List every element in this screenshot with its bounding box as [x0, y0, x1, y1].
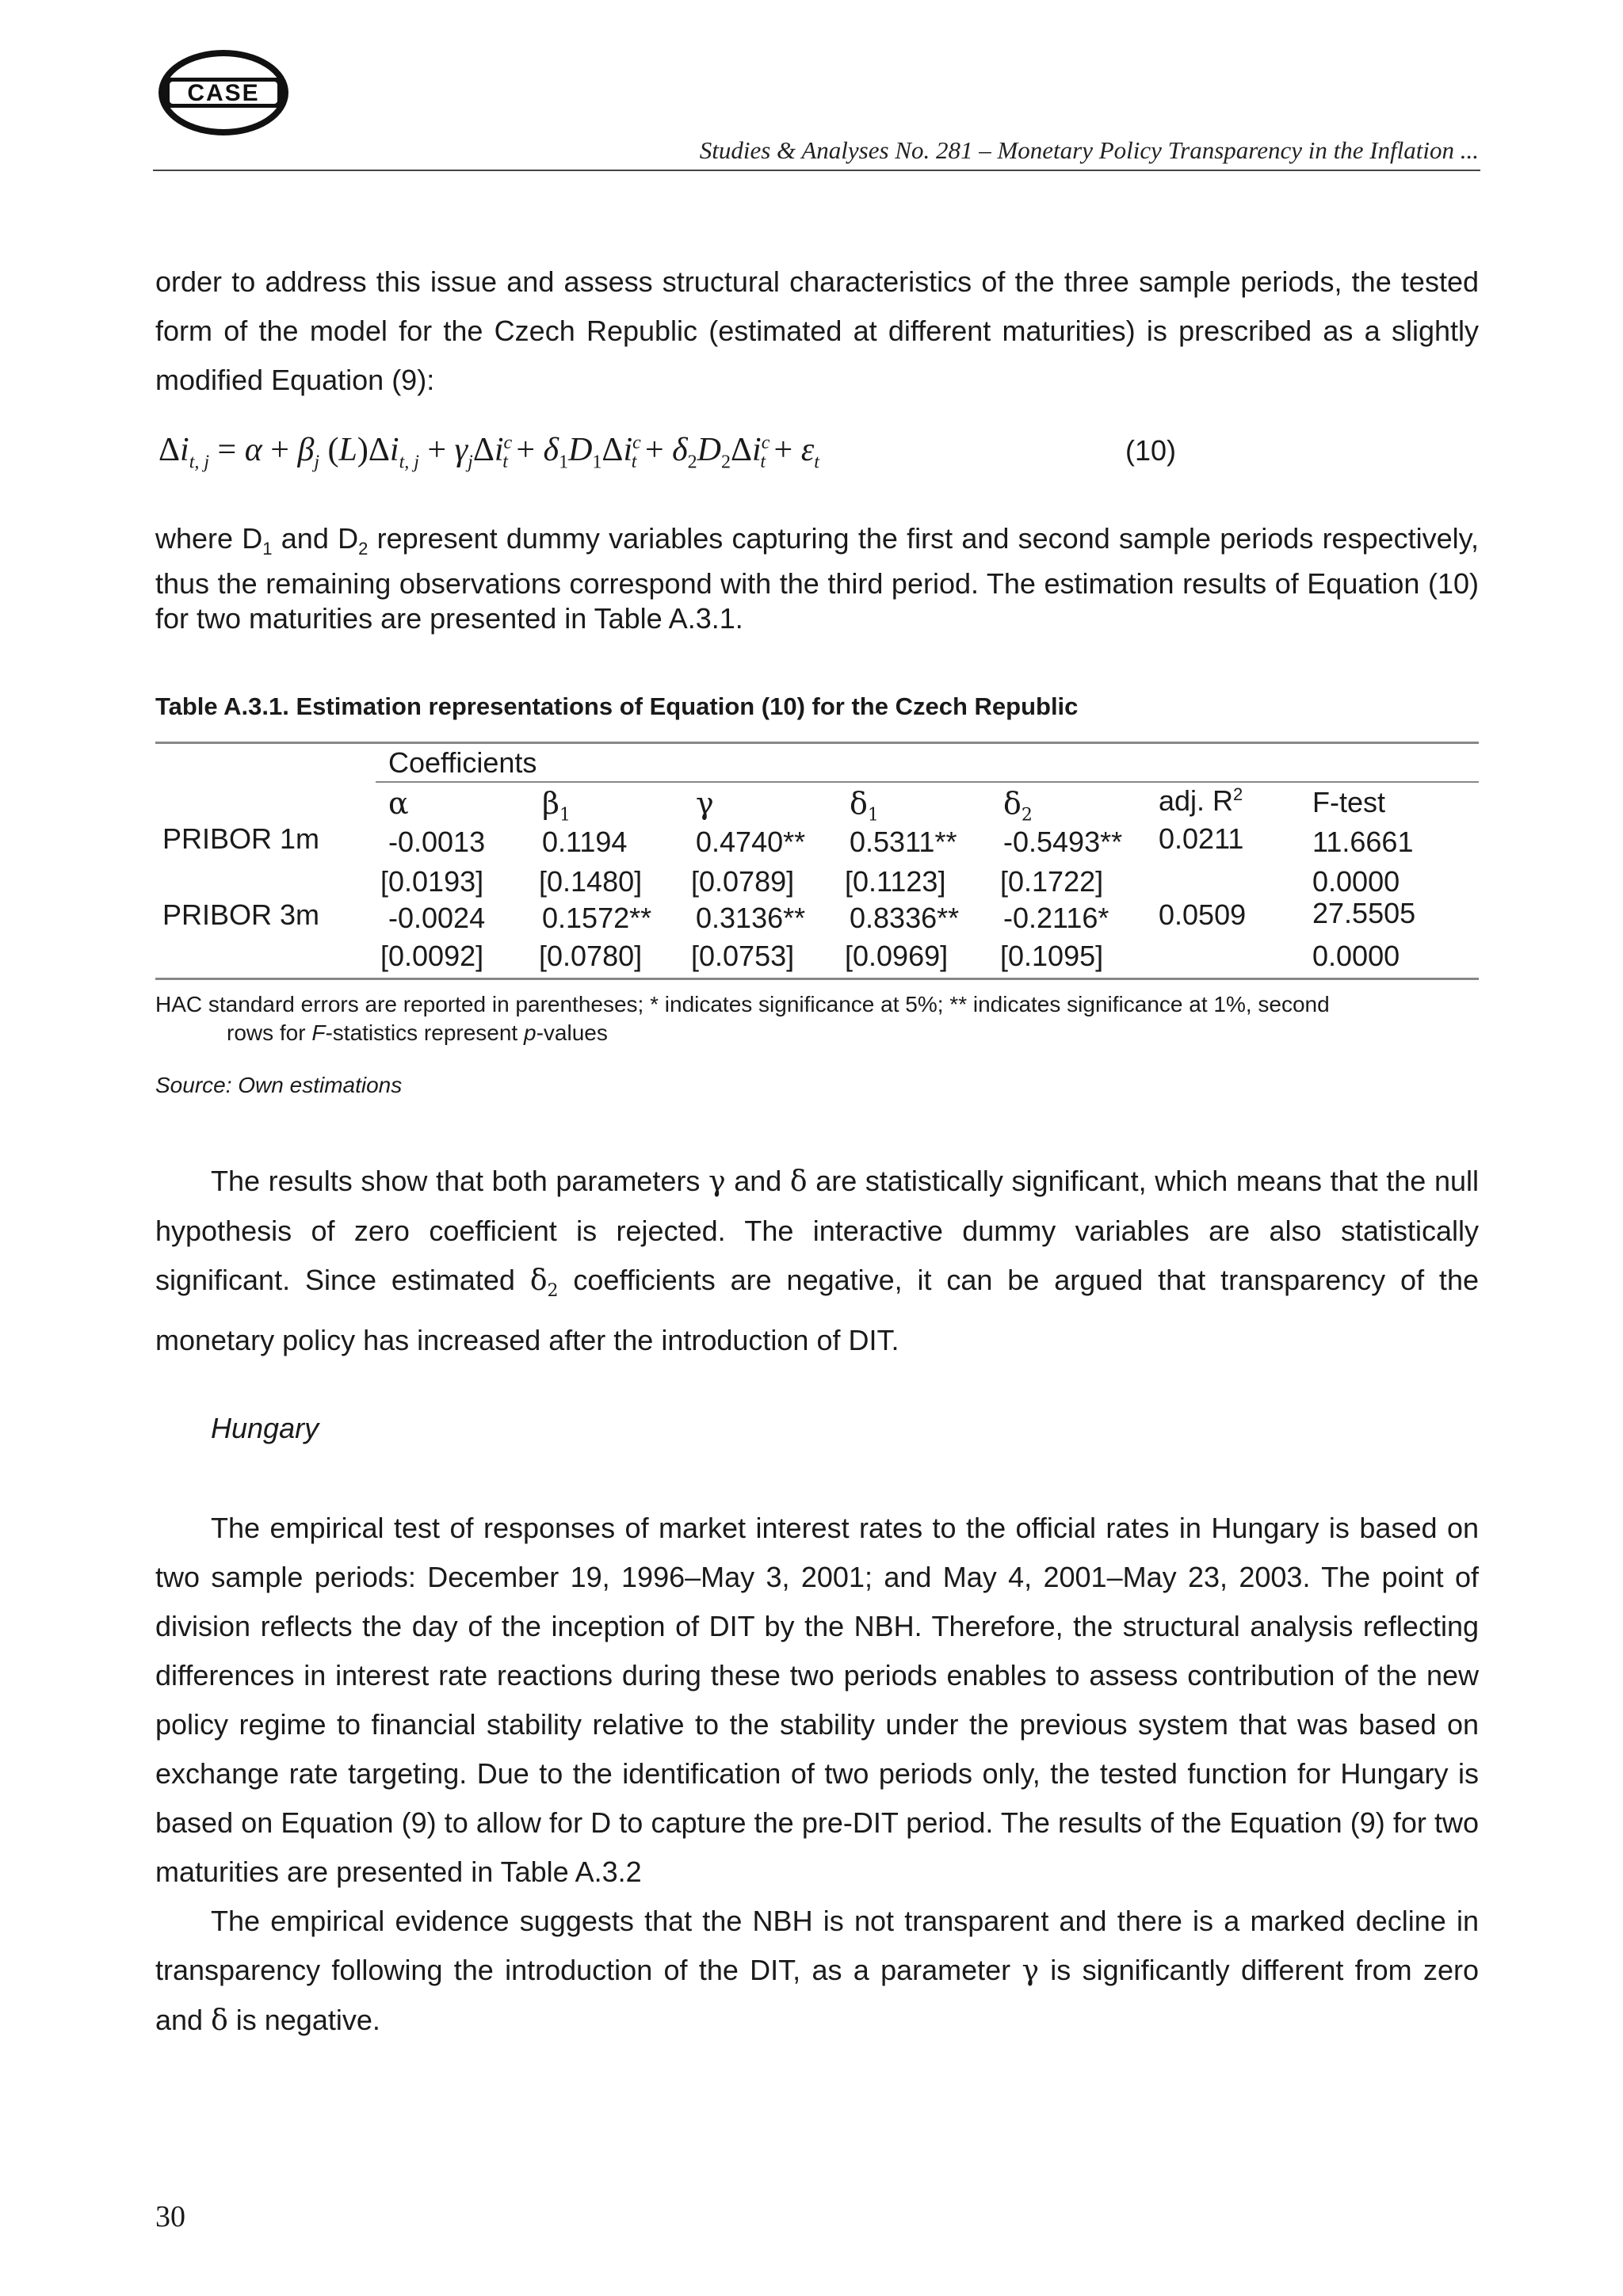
col-gamma: γ: [696, 786, 714, 821]
table-note: HAC standard errors are reported in parentheses; * indicates significance at 5%; ** indicates significance at 1%, second rows for F-statistics represent p-values: [155, 992, 1330, 1045]
row-label-pribor-3m: PRIBOR 3m: [162, 898, 320, 931]
table-cell: 0.1194: [542, 826, 628, 858]
table-cell: [0.0789]: [691, 865, 795, 898]
table-bottom-rule: [155, 978, 1479, 980]
case-logo: [158, 49, 288, 136]
table-top-rule: [155, 742, 1479, 744]
table-cell: 11.6661: [1312, 826, 1414, 858]
section-title-hungary: Hungary: [211, 1412, 319, 1444]
table-header-rule: [376, 781, 1479, 783]
table-cell: 27.5505: [1312, 897, 1416, 929]
table-cell: 0.0509: [1159, 898, 1247, 931]
results-paragraph: The results show that both parameters γ and δ are statistically significant, which means that the null hypothesis of zero coefficient is rejected. The interactive dummy variables are also statistically significant. Since estimated $\delta_2$ coefficients are negative, it can be argued that transparency of the monetary policy has increased after the introduction of DIT.: [155, 1165, 1479, 1357]
table-cell: [0.0969]: [845, 940, 949, 972]
hungary-paragraph-2: The empirical evidence suggests that the NBH is not transparent and there is a marked decline in transparency following the introduction of the DIT, as a parameter γ is significantly different from zero and δ is negative.: [155, 1905, 1479, 2037]
col-delta2: $\delta_2$: [1003, 786, 1033, 826]
table-cell: 0.0000: [1312, 940, 1400, 972]
table-cell: -0.2116*: [1003, 902, 1109, 934]
table-cell: 0.5311**: [850, 826, 957, 858]
col-beta1: $\beta_1$: [542, 786, 571, 826]
col-delta1: $\delta_1$: [850, 786, 879, 826]
table-cell: [0.1123]: [845, 865, 946, 898]
table-cell: 0.0211: [1159, 822, 1244, 855]
table-caption: Table A.3.1. Estimation representations of Equation (10) for the Czech Republic: [155, 692, 1079, 720]
running-head: Studies & Analyses No. 281 – Monetary Policy Transparency in the Inflation ...: [699, 136, 1479, 164]
table-cell: [0.1480]: [539, 865, 643, 898]
where-paragraph: where $D_1$ and $D_2$ represent dummy variables capturing the first and second sample periods respectively, thus the remaining observations correspond with the third period. The estimation results of Equation (10) for two maturities are presented in Table A.3.1.: [155, 522, 1479, 635]
table-cell: [0.0780]: [539, 940, 643, 972]
table-source: Source: Own estimations: [155, 1073, 403, 1097]
col-alpha: α: [388, 786, 409, 821]
table-cell: -0.0013: [388, 826, 486, 858]
table-cell: -0.0024: [388, 902, 486, 934]
table-cell: -0.5493**: [1003, 826, 1123, 858]
coefficients-header: Coefficients: [388, 746, 537, 779]
equation-10: $\Delta i_{t, j} = \alpha + \beta_j$ $(L)\Delta i_{t, j} + \gamma_j\Delta i^c_t + \delta_1D_1\Delta i^c_t + \delta_2D_2\Delta i^c_t + \varepsilon_t$: [158, 432, 819, 473]
table-cell: 0.8336**: [850, 902, 960, 934]
header-rule: [153, 170, 1480, 171]
equation-number: (10): [1125, 434, 1177, 467]
table-cell: [0.0193]: [380, 865, 484, 898]
table-cell: [0.1722]: [1000, 865, 1104, 898]
table-cell: 0.3136**: [696, 902, 806, 934]
row-label-pribor-1m: PRIBOR 1m: [162, 822, 320, 855]
table-cell: 0.1572**: [542, 902, 652, 934]
hungary-paragraph-1: The empirical test of responses of market interest rates to the official rates in Hungary is based on two sample periods: December 19, 1996–May 3, 2001; and May 4, 2001–May 23, 2003. The point of division reflects the day of the inception of DIT by the NBH. Therefore, the structural analysis reflecting differences in interest rate reactions during these two periods enables to assess contribution of the new policy regime to financial stability relative to the stability under the previous system that was based on exchange rate targeting. Due to the identification of two periods only, the tested function for Hungary is based on Equation (9) to allow for D to capture the pre-DIT period. The results of the Equation (9) for two maturities are presented in Table A.3.2: [155, 1512, 1479, 1888]
table-cell: 0.4740**: [696, 826, 806, 858]
table-cell: [0.0753]: [691, 940, 795, 972]
table-cell: [0.0092]: [380, 940, 484, 972]
intro-paragraph: order to address this issue and assess structural characteristics of the three sample periods, the tested form of the model for the Czech Republic (estimated at different maturities) is prescribed as a slightly modified Equation (9):: [155, 265, 1479, 396]
logo-text: CASE: [187, 80, 260, 106]
page-number: 30: [155, 2200, 185, 2233]
table-cell: 0.0000: [1312, 865, 1400, 898]
col-f-test: F-test: [1312, 786, 1386, 818]
table-cell: [0.1095]: [1000, 940, 1104, 972]
col-adj-r2: adj. $R^2$: [1159, 784, 1243, 817]
